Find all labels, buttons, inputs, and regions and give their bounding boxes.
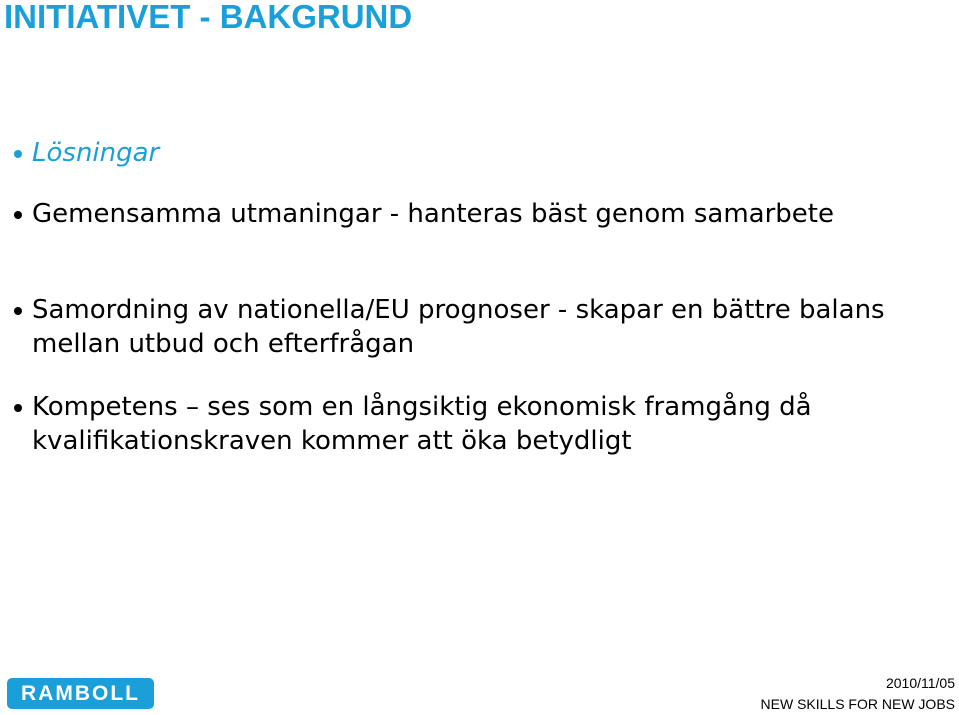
bullet-text: Samordning av nationella/EU prognoser - skapar en bättre balans mellan utbud och efterfrågan [32, 295, 885, 359]
bullet-text: Lösningar [32, 138, 160, 168]
slide-title: INITIATIVET - BAKGRUND [4, 0, 413, 35]
bullet-dot-icon [14, 211, 22, 219]
logo-text: RAMBOLL [21, 681, 140, 705]
footer-date: 2010/11/05 [885, 675, 955, 691]
bullet-item [14, 197, 949, 231]
bullet-text: Kompetens – ses som en långsiktig ekonomisk framgång då kvalifikationskraven kommer att öka betydligt [32, 392, 812, 456]
bullet-dot-icon [14, 150, 22, 158]
footer-project-name: NEW SKILLS FOR NEW JOBS [760, 696, 955, 712]
bullet-text: Gemensamma utmaningar - hanteras bäst genom samarbete [32, 199, 834, 229]
bullet-item [14, 390, 949, 458]
bullet-dot-icon [14, 404, 22, 412]
bullet-item [14, 136, 949, 170]
bullet-item [14, 293, 949, 361]
bullet-dot-icon [14, 307, 22, 315]
ramboll-logo [7, 678, 154, 709]
